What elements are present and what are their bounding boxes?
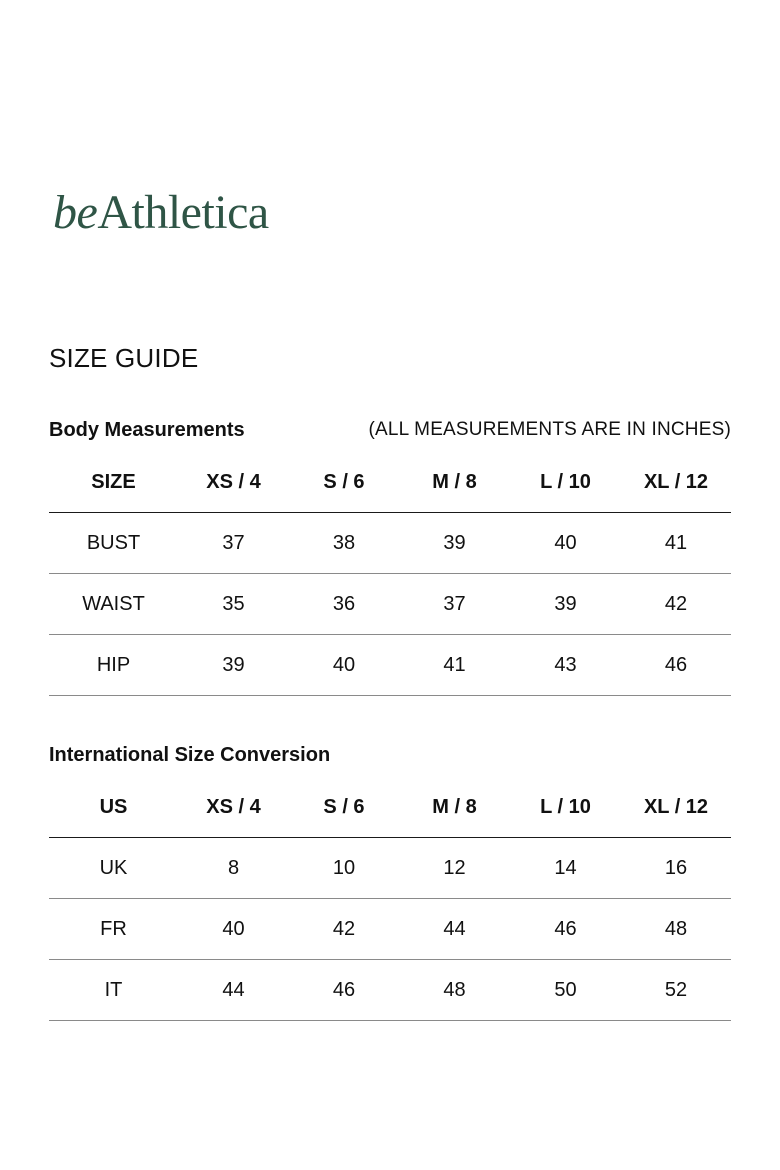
table-cell: 40 (289, 635, 399, 696)
table-cell: 48 (621, 899, 731, 960)
table-row (49, 899, 731, 960)
table-cell: 39 (510, 574, 621, 635)
table-cell: 42 (621, 574, 731, 635)
table-cell: 35 (178, 574, 289, 635)
table-cell: 40 (510, 513, 621, 574)
body-measurements-heading: Body Measurements (49, 419, 245, 441)
table-cell: 46 (289, 960, 399, 1021)
row-label: FR (49, 899, 178, 960)
logo-rest-text: Athletica (97, 186, 269, 239)
table-cell: 38 (289, 513, 399, 574)
table-cell: 40 (178, 899, 289, 960)
table-row (49, 960, 731, 1021)
table-cell: 41 (399, 635, 510, 696)
column-header: SIZE (49, 452, 178, 513)
table-header-row (49, 452, 731, 513)
table-row (49, 635, 731, 696)
column-header: L / 10 (510, 777, 621, 838)
table-row (49, 513, 731, 574)
column-header: M / 8 (399, 452, 510, 513)
row-label: WAIST (49, 574, 178, 635)
conversion-heading: International Size Conversion (49, 744, 331, 766)
table-cell: 8 (178, 838, 289, 899)
table-cell: 42 (289, 899, 399, 960)
table-cell: 36 (289, 574, 399, 635)
table-cell: 46 (510, 899, 621, 960)
table-cell: 16 (621, 838, 731, 899)
row-label: IT (49, 960, 178, 1021)
row-label: UK (49, 838, 178, 899)
table-cell: 39 (178, 635, 289, 696)
page-title: SIZE GUIDE (49, 343, 199, 373)
table-cell: 48 (399, 960, 510, 1021)
column-header: XL / 12 (621, 777, 731, 838)
table-cell: 52 (621, 960, 731, 1021)
size-conversion-table (49, 777, 731, 1021)
column-header: XS / 4 (178, 777, 289, 838)
brand-logo (53, 183, 269, 243)
table-cell: 37 (399, 574, 510, 635)
column-header: S / 6 (289, 452, 399, 513)
body-measurements-table (49, 452, 731, 696)
column-header: M / 8 (399, 777, 510, 838)
table-row (49, 574, 731, 635)
column-header: XS / 4 (178, 452, 289, 513)
column-header: US (49, 777, 178, 838)
table-cell: 44 (178, 960, 289, 1021)
logo-lead-text: be (53, 186, 98, 239)
table-cell: 44 (399, 899, 510, 960)
table-cell: 43 (510, 635, 621, 696)
table-cell: 39 (399, 513, 510, 574)
table-cell: 14 (510, 838, 621, 899)
column-header: S / 6 (289, 777, 399, 838)
table-row (49, 838, 731, 899)
table-cell: 10 (289, 838, 399, 899)
row-label: BUST (49, 513, 178, 574)
row-label: HIP (49, 635, 178, 696)
table-cell: 12 (399, 838, 510, 899)
table-cell: 41 (621, 513, 731, 574)
table-cell: 37 (178, 513, 289, 574)
units-note: (ALL MEASUREMENTS ARE IN INCHES) (368, 419, 731, 440)
table-header-row (49, 777, 731, 838)
column-header: L / 10 (510, 452, 621, 513)
column-header: XL / 12 (621, 452, 731, 513)
table-cell: 50 (510, 960, 621, 1021)
table-cell: 46 (621, 635, 731, 696)
